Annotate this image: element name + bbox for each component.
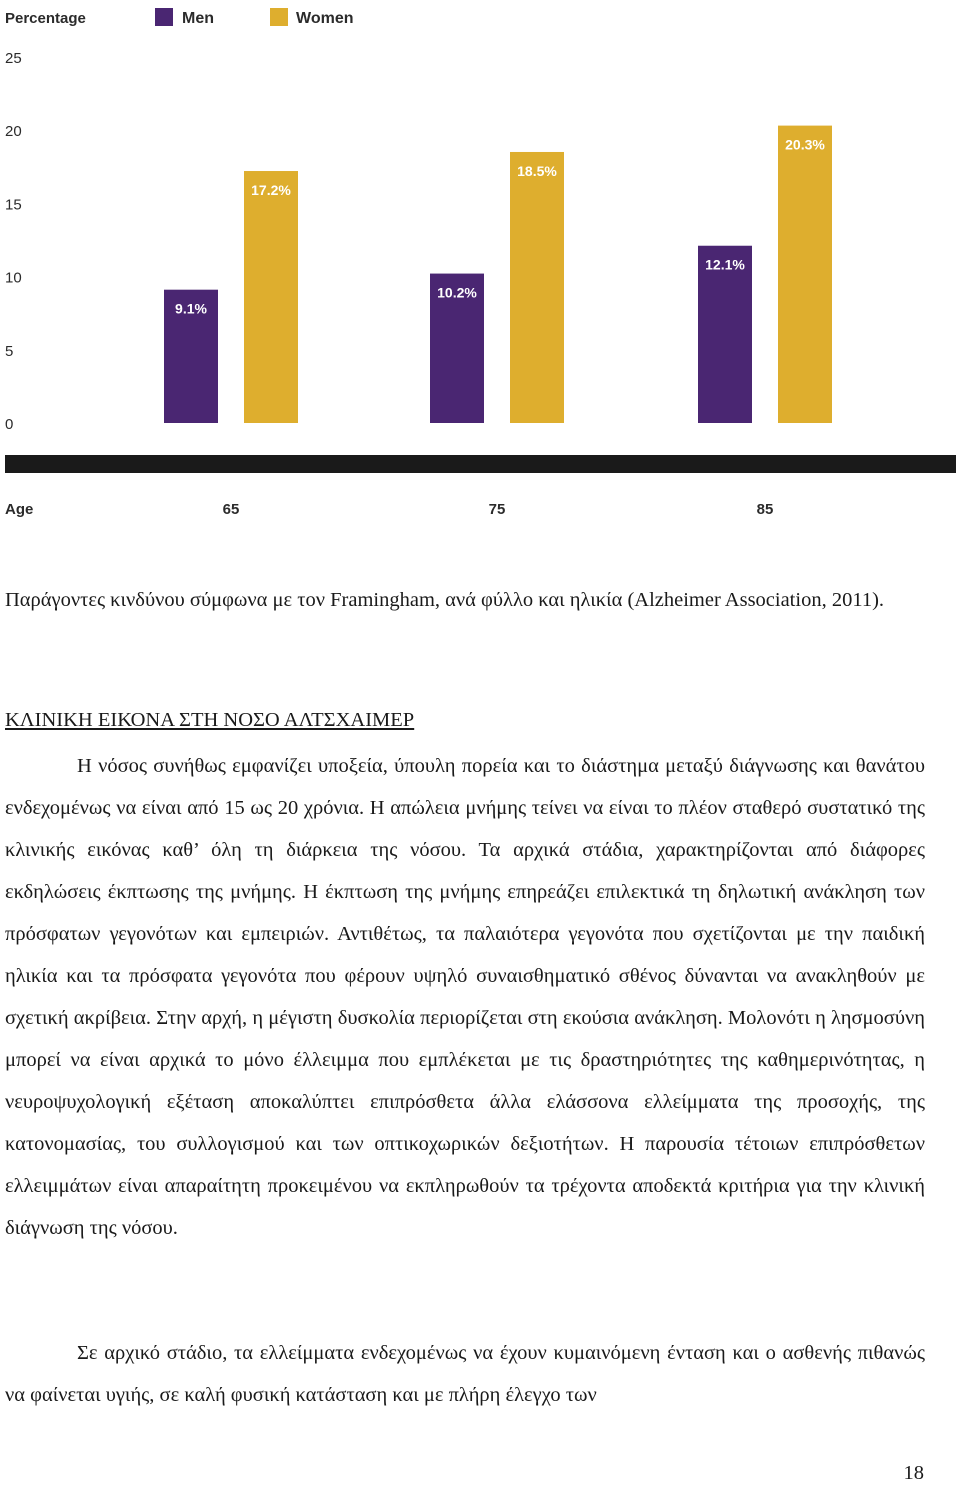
bar-value-label: 20.3% (785, 136, 825, 153)
body-paragraph-2: Σε αρχικό στάδιο, τα ελλείμματα ενδεχομένως να έχουν κυμαινόμενη ένταση και ο ασθενής πιθανώς να φαίνεται υγιής, σε καλή φυσική κατάσταση και με πλήρη έλεγχο των (5, 1342, 925, 1406)
y-tick-label: 0 (5, 416, 14, 433)
x-axis-ticks (223, 501, 774, 518)
y-tick-label: 5 (5, 342, 14, 360)
legend-label-women: Women (296, 10, 354, 27)
legend-label-men: Men (182, 10, 214, 27)
bar-value-label: 17.2% (251, 182, 291, 199)
bar-women-75 (510, 152, 564, 423)
bar-chart (0, 0, 960, 530)
y-tick-label: 25 (5, 49, 22, 67)
bar-value-label: 18.5% (517, 162, 557, 179)
y-tick-label: 10 (5, 269, 22, 287)
bar-value-label: 12.1% (705, 256, 745, 273)
x-tick-label: 65 (222, 501, 240, 518)
legend-swatch-men (155, 8, 173, 26)
y-axis-title: Percentage (5, 10, 86, 27)
page-number: 18 (903, 1462, 924, 1484)
bars (164, 126, 832, 423)
bar-value-label: 10.2% (437, 284, 477, 301)
x-axis-title: Age (5, 501, 34, 518)
section-heading: ΚΛΙΝΙΚΗ ΕΙΚΟΝΑ ΣΤΗ ΝΟΣΟ ΑΛΤΣΧΑΙΜΕΡ (5, 709, 415, 731)
bar-women-85 (778, 126, 832, 423)
x-tick-label: 75 (488, 501, 506, 518)
legend-swatch-women (270, 8, 288, 26)
bar-value-label: 9.1% (175, 300, 207, 317)
y-tick-label: 15 (5, 196, 22, 214)
x-axis-bar (5, 455, 956, 473)
y-tick-label: 20 (5, 123, 22, 140)
body-paragraph-1: Η νόσος συνήθως εμφανίζει υποξεία, ύπουλη πορεία και το διάστημα μεταξύ διάγνωσης και θανάτου ενδεχομένως να είναι από 15 ως 20 χρόνια. Η απώλεια μνήμης τείνει να είναι το πλέον σταθερό συστατικό της κλινικής εικόνας καθ’ όλη τη διάρκεια της νόσου. Τα αρχικά στάδια, χαρακτηρίζονται από διάφορες εκδηλώσεις έκπτωσης της μνήμης. Η έκπτωση της μνήμης επηρεάζει επιλεκτικά τη δηλωτική ανάκληση των πρόσφατων γεγονότων και εμπειριών. Αντιθέτως, τα παλαιότερα γεγονότα που σχετίζονται με την παιδική ηλικία και τα πρόσφατα γεγονότα που φέρουν υψηλό συναισθηματικό σθένος δύνανται να ανακληθούν με σχετική ακρίβεια. Στην αρχή, η μέγιστη δυσκολία περιορίζεται στη εκούσια ανάκληση. Μολονότι η λησμοσύνη μπορεί να είναι αρχικά το μόνο έλλειμμα που εμπλέκεται με τις δραστηριότητες της καθημερινότητας, η νευροψυχολογική εξέταση αποκαλύπτει επιπρόσθετα άλλα ελάσσονα ελλείμματα της προσοχής, της κατονομασίας, του συλλογισμού και των οπτικοχωρικών δεξιοτήτων. Η παρουσία τέτοιων επιπρόσθετων ελλειμμάτων είναι απαραίτητη προκειμένου να εκπληρωθούν τα τρέχοντα αποδεκτά κριτήρια για την κλινική διάγνωση της νόσου. (5, 755, 925, 1239)
y-axis-ticks (5, 50, 22, 433)
figure-caption: Παράγοντες κινδύνου σύμφωνα με τον Framingham, ανά φύλλο και ηλικία (Alzheimer Association, 2011). (5, 589, 885, 611)
bar-women-65 (244, 171, 298, 423)
x-tick-label: 85 (756, 501, 774, 518)
